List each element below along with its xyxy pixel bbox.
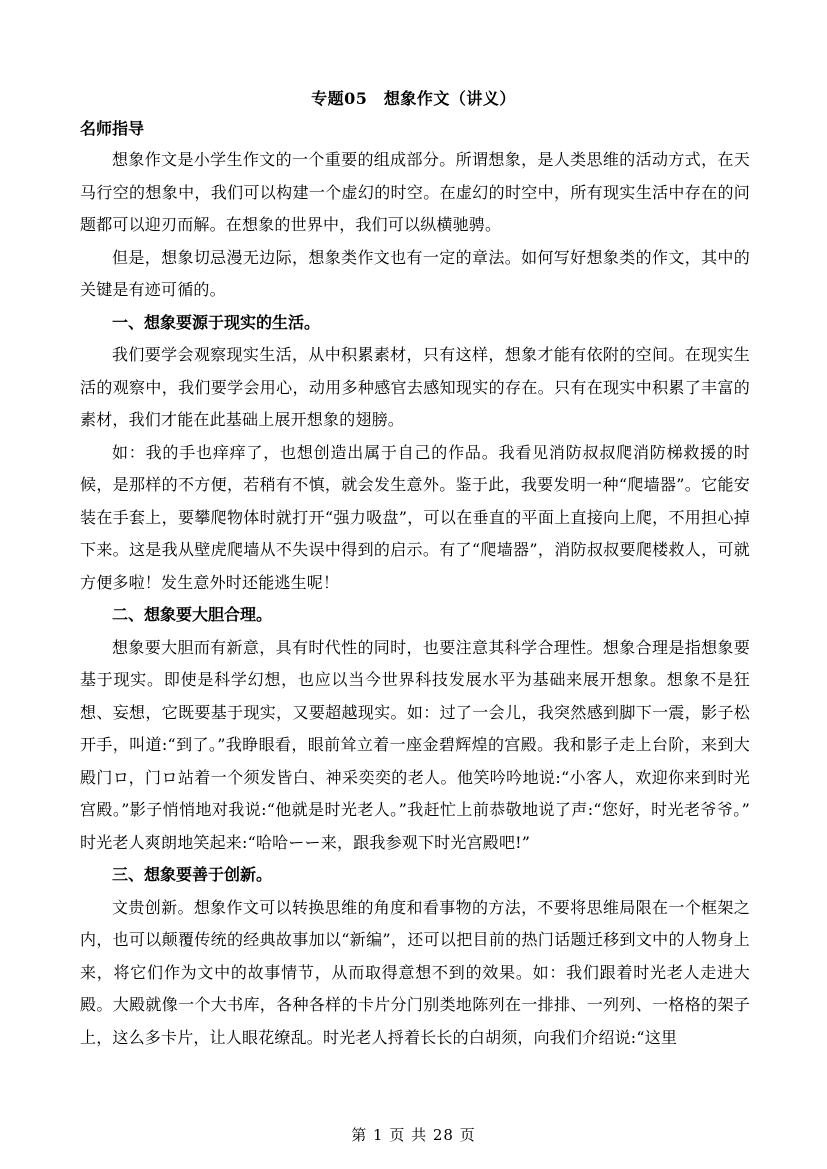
section-heading: 一、想象要源于现实的生活。 <box>112 312 321 332</box>
paragraph: 我们要学会观察现实生活，从中积累素材，只有这样，想象才能有依附的空间。在现实生活的观察中，我们要学会用心，动用多种感官去感知现实的存在。只有在现实中积累了丰富的素材，我们才能在此基础上展开想象的翅膀。 <box>80 345 750 429</box>
paragraph: 想象作文是小学生作文的一个重要的组成部分。所谓想象，是人类思维的活动方式，在天马行空的想象中，我们可以构建一个虚幻的时空。在虚幻的时空中，所有现实生活中存在的问题都可以迎刃而解。在想象的世界中，我们可以纵横驰骋。 <box>80 150 750 234</box>
paragraph: 文贵创新。想象作文可以转换思维的角度和看事物的方法，不要将思维局限在一个框架之内，也可以颠覆传统的经典故事加以“新编”，还可以把目前的热门话题迁移到文中的人物身上来，将它们作为文中的故事情节，从而取得意想不到的效果。如：我们跟着时光老人走进大殿。大殿就像一个大书库，各种各样的卡片分门别类地陈列在一排排、一列列、一格格的架子上，这么多卡片，让人眼花缭乱。时光老人捋着长长的白胡须，向我们介绍说:“这里 <box>80 897 750 1047</box>
page-title: 专题05 想象作文（讲义） <box>311 89 516 108</box>
paragraph: 但是，想象切忌漫无边际，想象类作文也有一定的章法。如何写好想象类的作文，其中的关键是有迹可循的。 <box>80 247 750 299</box>
section-label: 名师指导 <box>80 119 145 138</box>
document-body <box>80 114 750 1054</box>
section-heading: 三、想象要善于创新。 <box>112 865 273 884</box>
paragraph: 想象要大胆而有新意，具有时代性的同时，也要注意其科学合理性。想象合理是指想象要基于现实。即使是科学幻想，也应以当今世界科技发展水平为基础来展开想象。想象不是狂想、妄想，它既要基于现实，又要超越现实。如：过了一会儿，我突然感到脚下一震，影子松开手，叫道:“到了。”我睁眼看，眼前耸立着一座金碧辉煌的宫殿。我和影子走上台阶，来到大殿门ロ，门ロ站着一个须发皆白、神采奕奕的老人。他笑吟吟地说:“小客人，欢迎你来到时光宫殿。”影子悄悄地对我说:“他就是时光老人。”我赶忙上前恭敬地说了声:“您好，时光老爷爷。” 时光老人爽朗地笑起来:“哈哈ーー来，跟我参观下时光宫殿吧!” <box>80 637 750 852</box>
paragraph: 如：我的手也痒痒了，也想创造出属于自己的作品。我看见消防叔叔爬消防梯救援的时候，是那样的不方便，若稍有不慎，就会发生意外。鉴于此，我要发明一种“爬墙器”。它能安装在手套上，要攀爬物体时就打开“强力吸盘”，可以在垂直的平面上直接向上爬，不用担心掉下来。这是我从壁虎爬墙从不失误中得到的启示。有了“爬墙器”，消防叔叔要爬楼救人，可就方便多啦！发生意外时还能逃生呢！ <box>80 442 750 592</box>
page-footer: 第 1 页 共 28 页 <box>351 1126 476 1144</box>
section-heading: 二、想象要大胆合理。 <box>112 605 273 624</box>
